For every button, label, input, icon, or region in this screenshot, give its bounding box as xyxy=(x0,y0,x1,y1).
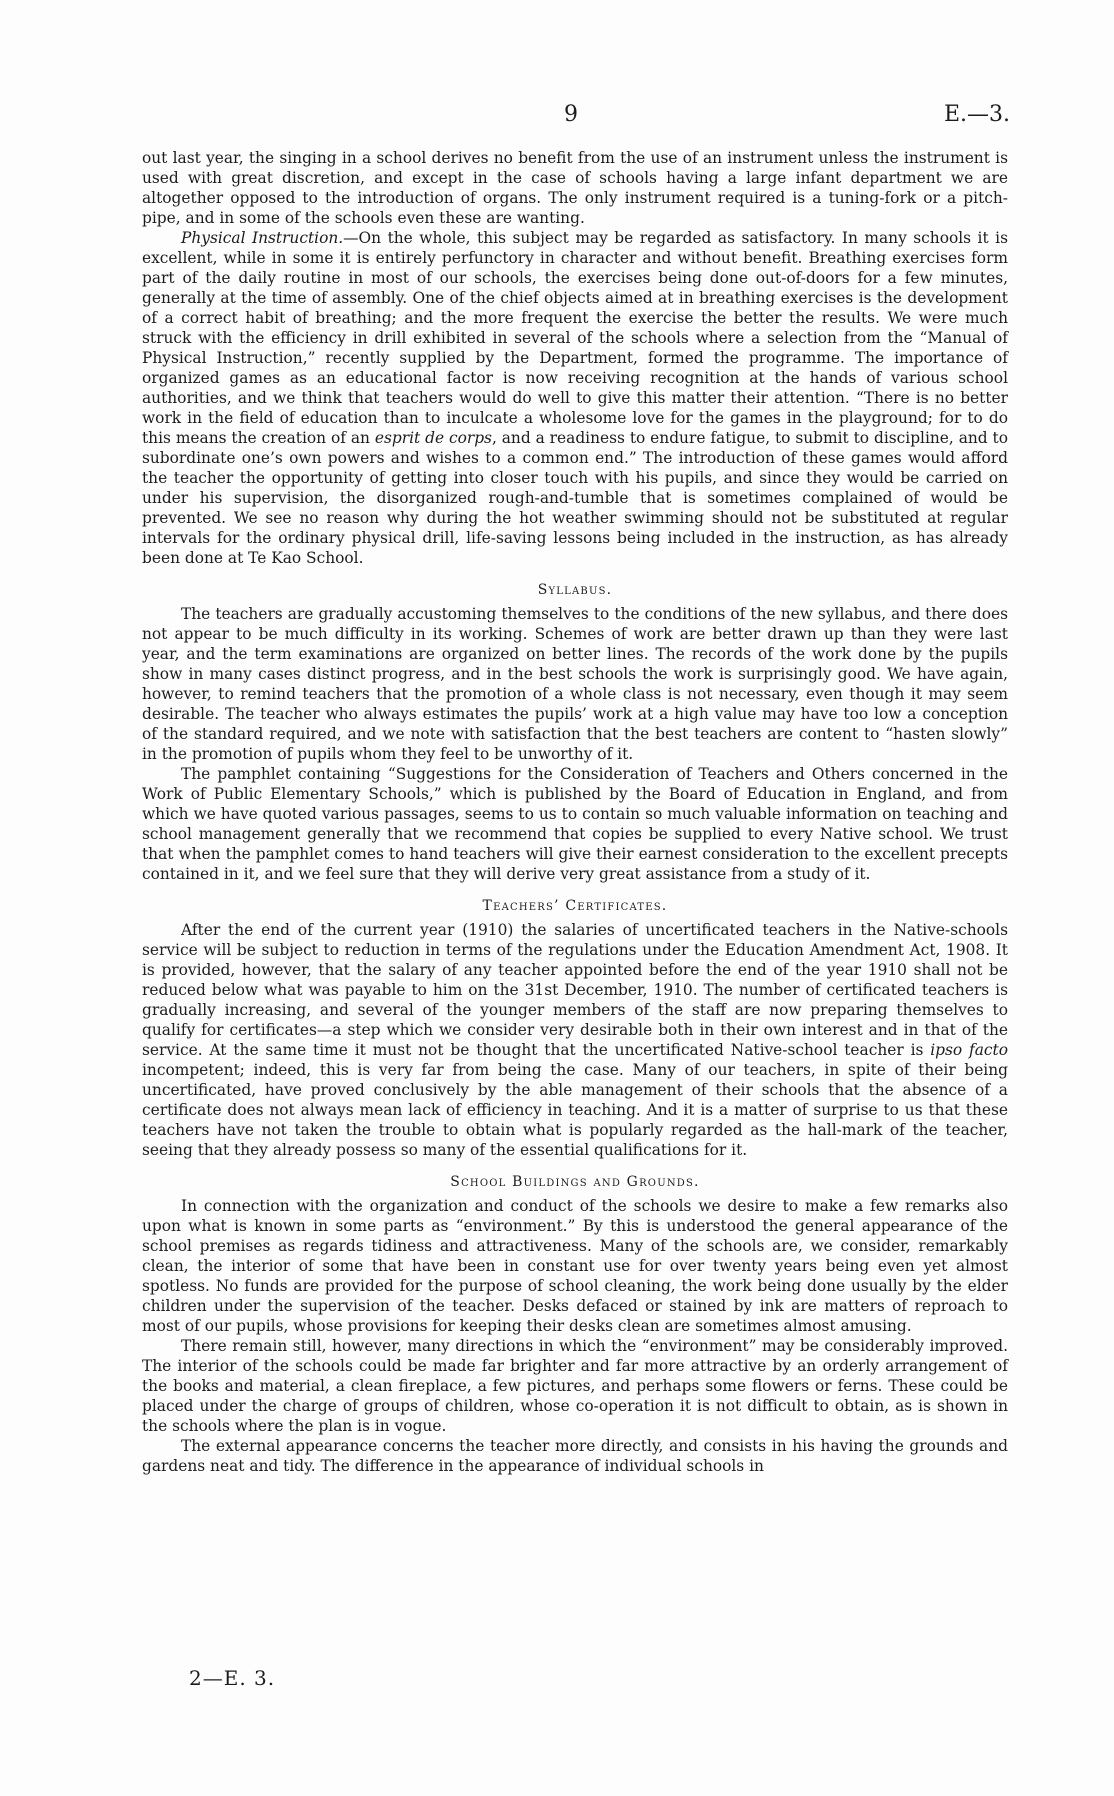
syllabus-paragraph-1: The teachers are gradually accustoming themselves to the conditions of the new syllabus, and there does not appear to be much difficulty in its working. Schemes of work are better drawn up than they were last year, and the term examinations are organized on better lines. The records of the work done by the pupils show in many cases distinct progress, and in the best schools the work is surprisingly good. We have again, however, to remind teachers that the promotion of a whole class is not necessary, even though it may seem desirable. The teacher who always estimates the pupils’ work at a high value may have too low a conception of the standard required, and we note with satisfaction that the best teachers are content to “hasten slowly” in the promotion of pupils whom they feel to be unworthy of it. xyxy=(142,605,1008,763)
physical-instruction-body: —On the whole, this subject may be regarded as satisfactory. In many schools it is excellent, while in some it is entirely perfunctory in character and without benefit. Breathing exercises form part of the daily routine in most of our schools, the exercises being done out-of-doors for a few minutes, generally at the time of assembly. One of the chief objects aimed at in breathing exercises is the development of a correct habit of breathing; and the more frequent the exercise the better the results. We were much struck with the efficiency in drill exhibited in several of the schools where a selection from the “Manual of Physical Instruction,” recently supplied by the Department, formed the programme. The importance of organized games as an educational factor is now receiving recognition at the hands of various school authorities, and we think that teachers would do well to give this matter their attention. “There is no better work in the field of education than to inculcate a wholesome love for the games in the playground; for to do this means the creation of an xyxy=(142,229,1008,447)
certificates-text-a: After the end of the current year (1910) the salaries of uncertificated teachers in the Native-schools service will be subject to reduction in terms of the regulations under the Education Amendment Act, 1908. It is provided, however, that the salary of any teacher appointed before the end of the year 1910 shall not be reduced below what was payable to him on the 31st December, 1910. The number of certificated teachers is gradually increasing, and several of the younger members of the staff are now preparing themselves to qualify for certificates—a step which we consider very desirable both in their own interest and in that of the service. At the same time it must not be thought that the uncertificated Native-school teacher is xyxy=(142,921,1008,1059)
page-signature: 2—E. 3. xyxy=(189,1666,276,1690)
certificates-heading: Teachers’ Certificates. xyxy=(482,898,668,914)
page-body xyxy=(142,148,1008,1476)
physical-instruction-paragraph xyxy=(142,228,1008,568)
page-header xyxy=(142,100,1010,130)
certificates-paragraph xyxy=(142,920,1008,1160)
page-number: 9 xyxy=(564,102,578,127)
buildings-paragraph-1: In connection with the organization and conduct of the schools we desire to make a few remarks also upon what is known in some parts as “environment.” By this is understood the general appearance of the school premises as regards tidiness and attractiveness. Many of the schools are, we consider, remarkably clean, the interior of some that have been in constant use for over twenty years being even yet almost spotless. No funds are provided for the purpose of school cleaning, the work being done usually by the elder children under the supervision of the teacher. Desks defaced or stained by ink are matters of reproach to most of our pupils, whose provisions for keeping their desks clean are sometimes almost amusing. xyxy=(142,1197,1008,1335)
document-code: E.—3. xyxy=(943,102,1010,127)
ipso-facto-phrase: ipso facto xyxy=(930,1041,1008,1059)
syllabus-heading: Syllabus. xyxy=(537,582,613,598)
physical-instruction-tail: , and a readiness to endure fatigue, to submit to discipline, and to subordinate one’s own powers and wishes to a common end.” The introduction of these games would afford the teacher the opportunity of getting into closer touch with his pupils, and since they would be carried on under his supervision, the disorganized rough-and-tumble that is sometimes complained of would be prevented. We see no reason why during the hot weather swimming should not be substituted at regular intervals for the ordinary physical drill, life-saving lessons being included in the instruction, as has already been done at Te Kao School. xyxy=(142,429,1009,567)
intro-paragraph-1: out last year, the singing in a school derives no benefit from the use of an instrument unless the instrument is used with great discretion, and except in the case of schools having a large infant department we are altogether opposed to the introduction of organs. The only instrument required is a tuning-fork or a pitch-pipe, and in some of the schools even these are wanting. xyxy=(142,149,1008,227)
certificates-text-b: incompetent; indeed, this is very far from being the case. Many of our teachers, in spite of their being uncertificated, have proved conclusively by the able management of their schools that the absence of a certificate does not always mean lack of efficiency in teaching. And it is a matter of surprise to us that these teachers have not taken the trouble to obtain what is popularly regarded as the hall-mark of the teacher, seeing that they already possess so many of the essential qualifications for it. xyxy=(142,1061,1008,1159)
buildings-heading: School Buildings and Grounds. xyxy=(450,1174,700,1190)
physical-instruction-lead: Physical Instruction. xyxy=(181,229,344,247)
buildings-paragraph-2: There remain still, however, many directions in which the “environment” may be considerably improved. The interior of the schools could be made far brighter and far more attractive by an orderly arrangement of the books and material, a clean fireplace, a few pictures, and perhaps some flowers or ferns. These could be placed under the charge of groups of children, whose co-operation it is not difficult to obtain, as is shown in the schools where the plan is in vogue. xyxy=(142,1337,1008,1435)
esprit-de-corps-phrase: esprit de corps xyxy=(374,429,492,447)
buildings-paragraph-3: The external appearance concerns the teacher more directly, and consists in his having the grounds and gardens neat and tidy. The difference in the appearance of individual schools in xyxy=(142,1437,1008,1475)
syllabus-paragraph-2: The pamphlet containing “Suggestions for the Consideration of Teachers and Others concerned in the Work of Public Elementary Schools,” which is published by the Board of Education in England, and from which we have quoted various passages, seems to us to contain so much valuable information on teaching and school management generally that we recommend that copies be supplied to every Native school. We trust that when the pamphlet comes to hand teachers will give their earnest consideration to the excellent precepts contained in it, and we feel sure that they will derive very great assistance from a study of it. xyxy=(142,765,1008,883)
